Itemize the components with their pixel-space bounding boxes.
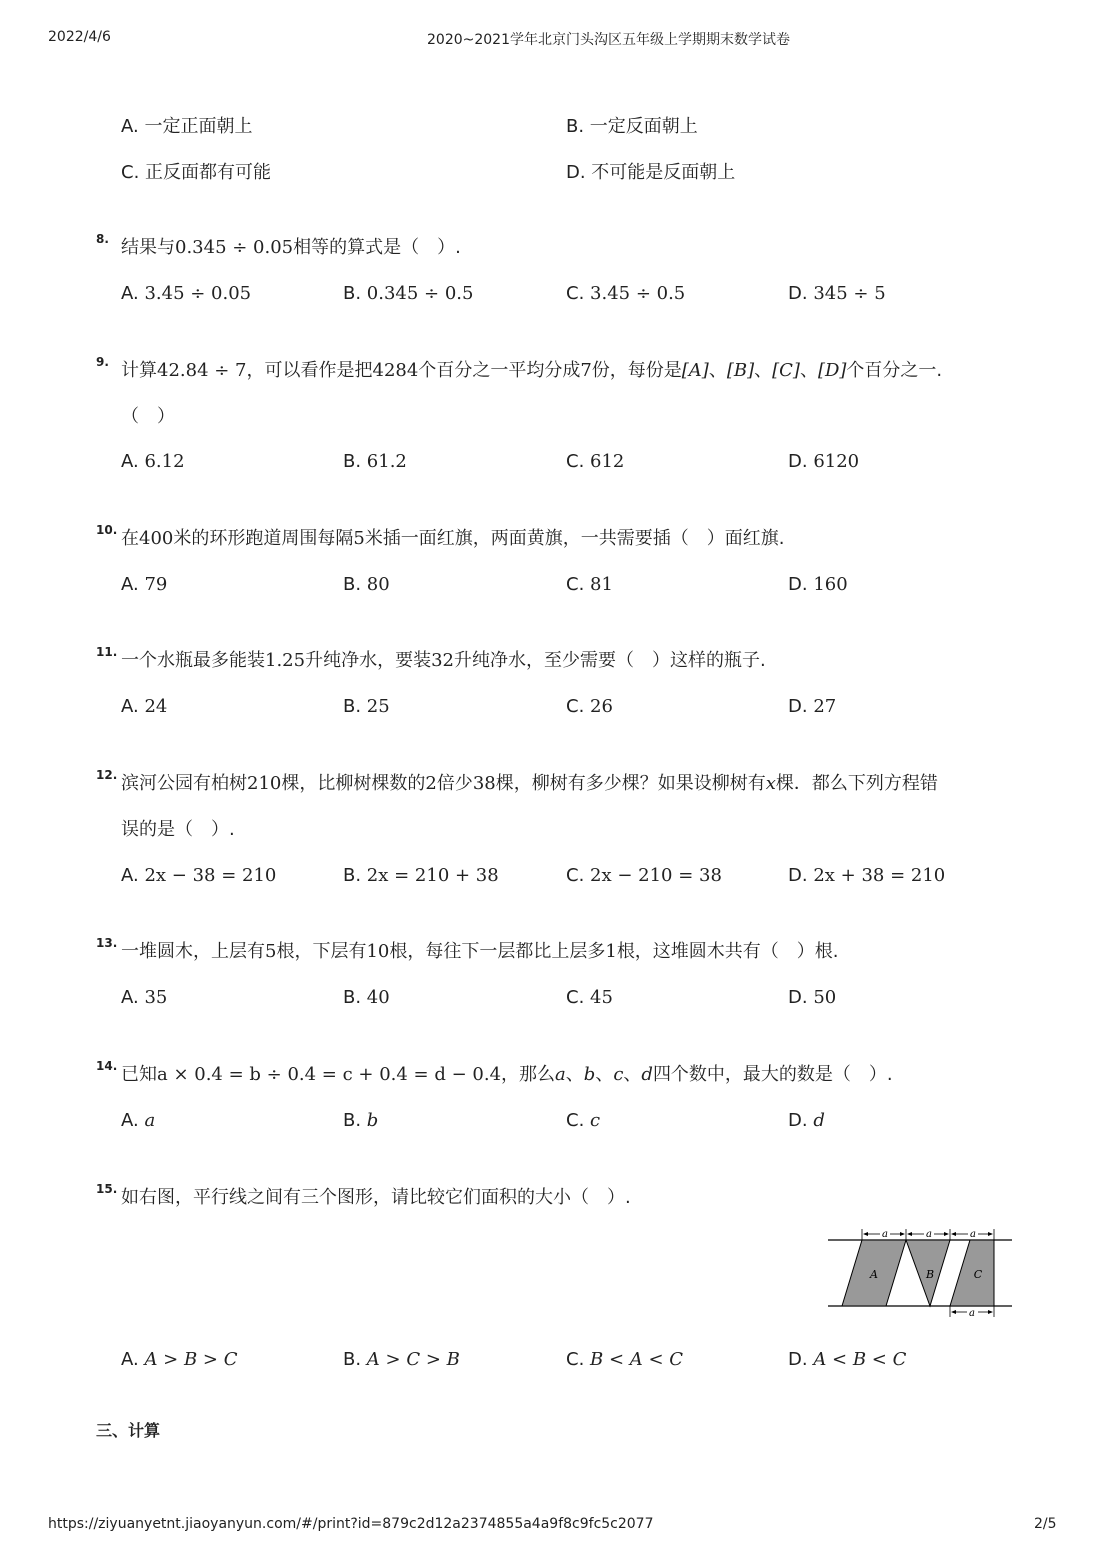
question-stem: 计算42.84 ÷ 7，可以看作是把4284个百分之一平均分成7份，每份是[A]、[B]、[C]、[D]个百分之一.	[121, 360, 943, 381]
option-d: D. 160	[788, 574, 848, 595]
option-a: A. 6.12	[121, 451, 185, 472]
question-stem: 在400米的环形跑道周围每隔5米插一面红旗，两面黄旗，一共需要插（ ）面红旗.	[121, 528, 785, 549]
section-heading: 三、计算	[96, 1421, 161, 1440]
option-b: B. 0.345 ÷ 0.5	[343, 283, 474, 304]
option-a: A. a	[121, 1110, 156, 1131]
option-c: C. 2x − 210 = 38	[566, 865, 722, 886]
footer-url: https://ziyuanyetnt.jiaoyanyun.com/#/print?id=879c2d12a2374855a4a9f8c9fc5c2077	[48, 1516, 654, 1532]
option-d: D. d	[788, 1110, 825, 1131]
option-b: B. 80	[343, 574, 390, 595]
option-c: C. B < A < C	[566, 1349, 684, 1370]
dim-label-a1: a	[882, 1229, 888, 1240]
question-stem: 一个水瓶最多能装1.25升纯净水，要装32升纯净水，至少需要（ ）这样的瓶子.	[121, 650, 766, 671]
question-number: 8.	[96, 232, 109, 246]
header-title: 2020~2021学年北京门头沟区五年级上学期期末数学试卷	[427, 32, 790, 48]
dim-label-a4: a	[969, 1308, 975, 1319]
question-number: 11.	[96, 645, 118, 659]
option-a: A. A > B > C	[121, 1349, 238, 1370]
option-b: B. 一定反面朝上	[566, 116, 698, 137]
question-stem-line2: （ ）	[121, 406, 175, 427]
option-c: C. 26	[566, 696, 613, 717]
option-c: C. 正反面都有可能	[121, 162, 272, 183]
option-a: A. 3.45 ÷ 0.05	[121, 283, 252, 304]
stem-text: 相等的算式是（ ）.	[293, 237, 461, 258]
shape-a-label: A	[870, 1268, 878, 1281]
option-d: D. 6120	[788, 451, 860, 472]
option-d: D. 50	[788, 987, 837, 1008]
question-number: 14.	[96, 1059, 118, 1073]
option-b: B. 2x = 210 + 38	[343, 865, 499, 886]
option-d: D. 27	[788, 696, 837, 717]
option-d: D. 345 ÷ 5	[788, 283, 886, 304]
option-c: C. 3.45 ÷ 0.5	[566, 283, 686, 304]
parallel-shapes-figure	[826, 1224, 1016, 1320]
option-a: A. 79	[121, 574, 168, 595]
question-number: 9.	[96, 355, 109, 369]
option-a: A. 35	[121, 987, 168, 1008]
option-d: D. A < B < C	[788, 1349, 907, 1370]
option-c: C. 612	[566, 451, 625, 472]
option-b: B. 25	[343, 696, 390, 717]
option-a: A. 24	[121, 696, 168, 717]
dim-label-a2: a	[926, 1229, 932, 1240]
option-d: D. 2x + 38 = 210	[788, 865, 946, 886]
question-stem: 如右图，平行线之间有三个图形，请比较它们面积的大小（ ）.	[121, 1187, 631, 1208]
option-b: B. 40	[343, 987, 390, 1008]
option-a: A. 2x − 38 = 210	[121, 865, 277, 886]
option-c: C. 81	[566, 574, 613, 595]
question-stem-line2: 误的是（ ）.	[121, 819, 235, 840]
question-number: 12.	[96, 768, 118, 782]
option-a: A. 一定正面朝上	[121, 116, 253, 137]
header-date: 2022/4/6	[48, 29, 111, 45]
shape-c-label: C	[973, 1268, 983, 1281]
option-b: B. A > C > B	[343, 1349, 460, 1370]
question-stem: 滨河公园有柏树210棵，比柳树棵数的2倍少38棵，柳树有多少棵？如果设柳树有x棵．都么下列方程错	[121, 773, 938, 794]
stem-text: 结果与	[121, 237, 175, 258]
question-stem: 一堆圆木，上层有5根，下层有10根，每往下一层都比上层多1根，这堆圆木共有（ ）根.	[121, 941, 839, 962]
option-c: C. 45	[566, 987, 613, 1008]
question-stem	[121, 238, 461, 258]
dim-label-a3: a	[970, 1229, 976, 1240]
question-number: 15.	[96, 1182, 118, 1196]
footer-page-number: 2/5	[1034, 1516, 1057, 1532]
shape-c-trapezoid	[950, 1240, 994, 1306]
question-number: 13.	[96, 936, 118, 950]
question-number: 10.	[96, 523, 118, 537]
option-b: B. b	[343, 1110, 379, 1131]
stem-math: 0.345 ÷ 0.05	[175, 237, 294, 258]
option-b: B. 61.2	[343, 451, 407, 472]
option-d: D. 不可能是反面朝上	[566, 162, 736, 183]
question-stem: 已知a × 0.4 = b ÷ 0.4 = c + 0.4 = d − 0.4，那么a、b、c、d四个数中，最大的数是（ ）.	[121, 1064, 893, 1085]
option-c: C. c	[566, 1110, 601, 1131]
shape-b-label: B	[925, 1268, 935, 1281]
